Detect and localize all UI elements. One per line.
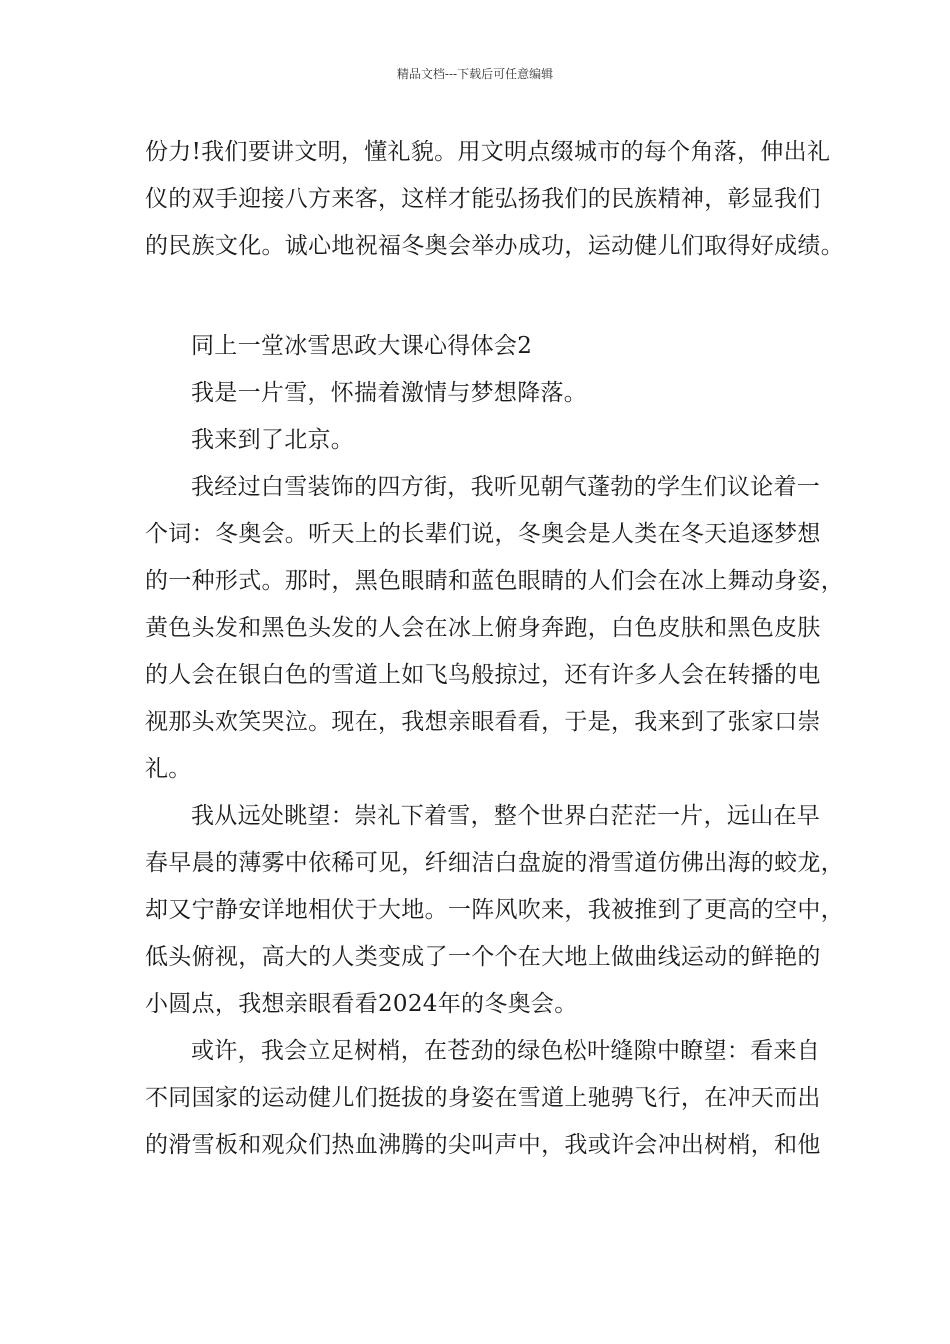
text-line: 低头俯视，高大的人类变成了一个个在大地上做曲线运动的鲜艳的 xyxy=(145,944,821,970)
text-line: 黄色头发和黑色头发的人会在冰上俯身奔跑，白色皮肤和黑色皮肤 xyxy=(145,615,821,641)
paragraph-1 xyxy=(145,129,844,270)
text-line: 却又宁静安详地相伏于大地。一阵风吹来，我被推到了更高的空中， xyxy=(145,897,844,923)
document-body xyxy=(145,129,844,1169)
paragraph-4 xyxy=(145,464,844,793)
text-line: 仪的双手迎接八方来客，这样才能弘扬我们的民族精神，彰显我们 xyxy=(145,186,821,212)
text-line: 小圆点，我想亲眼看看2024年的冬奥会。 xyxy=(145,991,578,1017)
text-line: 的人会在银白色的雪道上如飞鸟般掠过，还有许多人会在转播的电 xyxy=(145,662,821,688)
text-line: 视那头欢笑哭泣。现在，我想亲眼看看，于是，我来到了张家口崇 xyxy=(145,709,821,735)
text-line: 我从远处眺望：崇礼下着雪，整个世界白茫茫一片，远山在早 xyxy=(191,803,821,829)
section-title: 同上一堂冰雪思政大课心得体会2 xyxy=(191,333,533,359)
paragraph-3: 我来到了北京。 xyxy=(191,427,355,453)
page-header: 精品文档---下载后可任意编辑 xyxy=(396,67,554,81)
text-line: 礼。 xyxy=(145,756,192,782)
text-line: 我经过白雪装饰的四方街，我听见朝气蓬勃的学生们议论着一 xyxy=(191,474,821,500)
text-line: 春早晨的薄雾中依稀可见，纤细洁白盘旋的滑雪道仿佛出海的蛟龙， xyxy=(145,850,844,876)
paragraph-5 xyxy=(145,793,844,1028)
text-line: 个词：冬奥会。听天上的长辈们说，冬奥会是人类在冬天追逐梦想 xyxy=(145,521,821,547)
paragraph-2: 我是一片雪，怀揣着激情与梦想降落。 xyxy=(191,380,588,406)
paragraph-6 xyxy=(145,1028,825,1169)
text-line: 的滑雪板和观众们热血沸腾的尖叫声中，我或许会冲出树梢，和他 xyxy=(145,1132,821,1158)
text-line: 不同国家的运动健儿们挺拔的身姿在雪道上驰骋飞行，在冲天而出 xyxy=(145,1085,821,1111)
section-gap xyxy=(145,270,825,323)
text-line: 的一种形式。那时，黑色眼睛和蓝色眼睛的人们会在冰上舞动身姿， xyxy=(145,568,844,594)
text-line: 份力!我们要讲文明，懂礼貌。用文明点缀城市的每个角落，伸出礼 xyxy=(145,139,831,165)
text-line: 或许，我会立足树梢，在苍劲的绿色松叶缝隙中瞭望：看来自 xyxy=(191,1038,821,1064)
text-line: 的民族文化。诚心地祝福冬奥会举办成功，运动健儿们取得好成绩。 xyxy=(145,233,844,259)
